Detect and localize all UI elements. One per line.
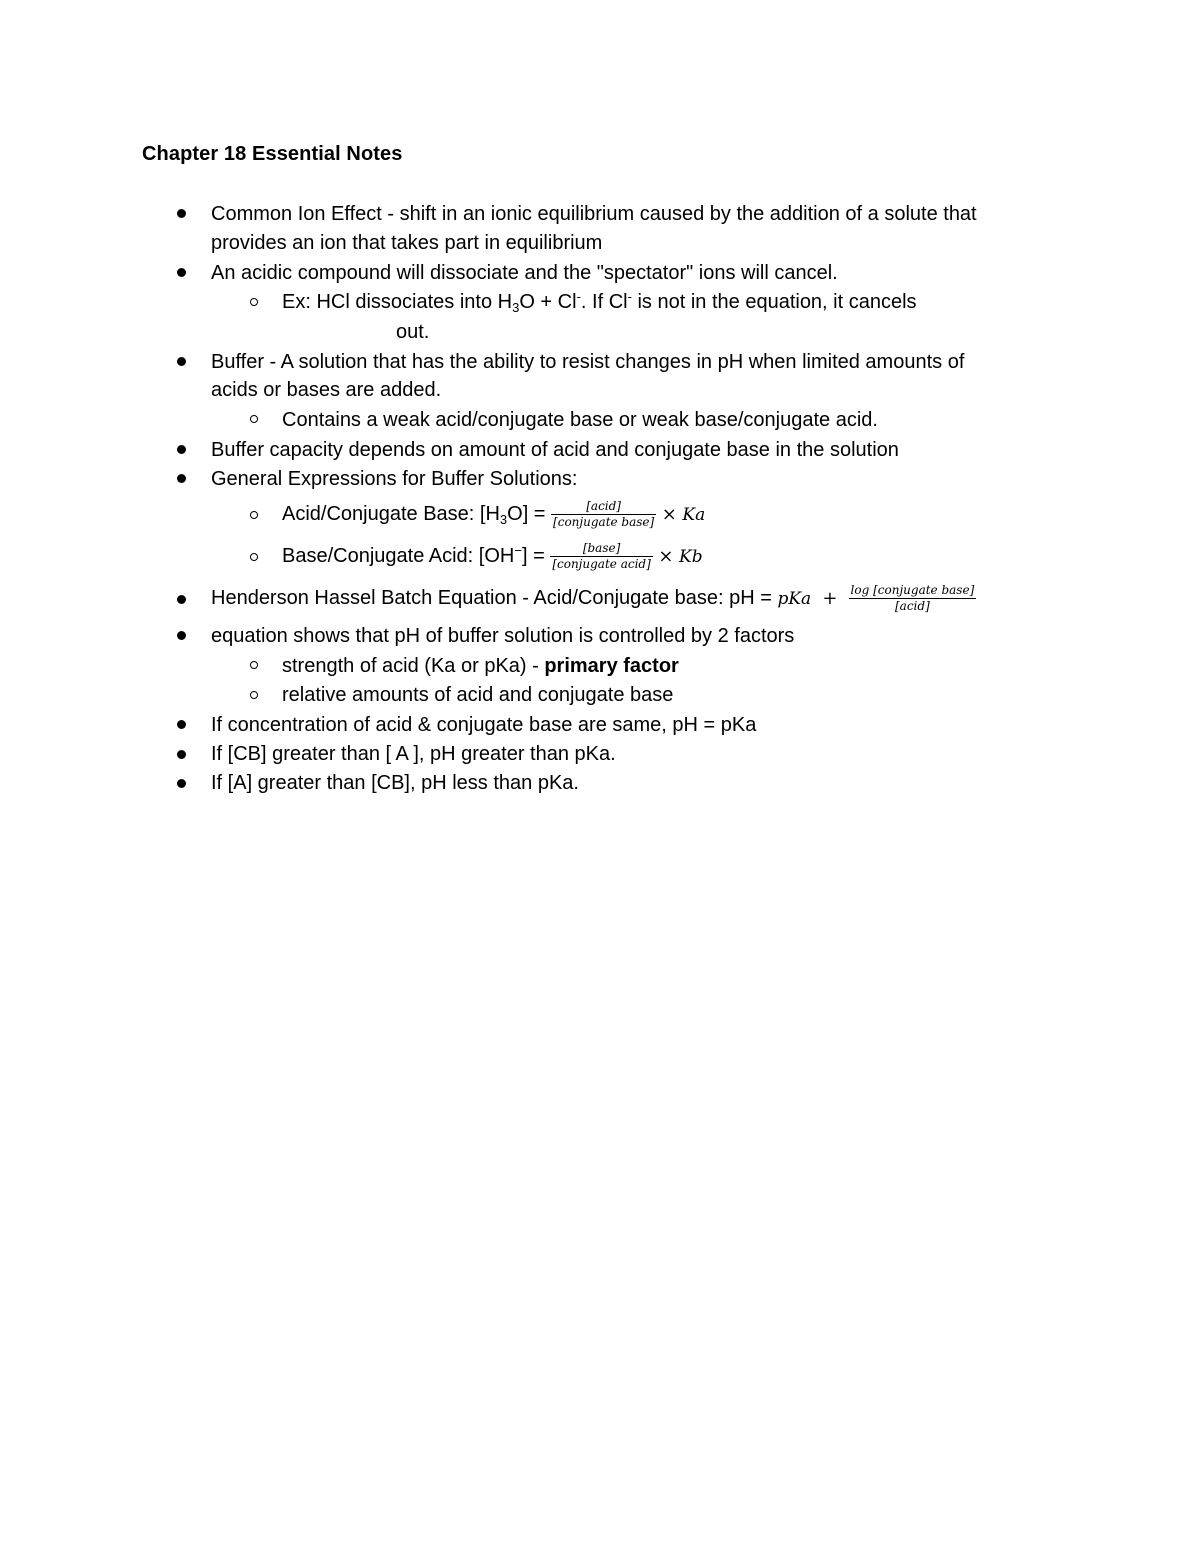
example-line: Ex: HCl dissociates into $H_3O + Cl^-$. If Cl- is not in the equation, it cancels bbox=[282, 289, 917, 315]
same-concentration-line: If concentration of acid & conjugate base are same, pH = pKa bbox=[211, 714, 757, 736]
bullet-icon bbox=[177, 595, 186, 604]
bullet-icon bbox=[177, 750, 186, 759]
example-line-out: out. bbox=[396, 321, 430, 343]
bullet-icon bbox=[177, 209, 186, 218]
base-expression-line: Base/Conjugate Acid: [OH−] = $\frac{\text{[base]}}{\text{[conjugate acid]}}$ × Kb bbox=[282, 541, 703, 572]
common-ion-line-2: provides an ion that takes part in equilibrium bbox=[211, 232, 603, 254]
common-ion-line-1: Common Ion Effect - shift in an ionic equilibrium caused by the addition of a solute that bbox=[211, 203, 977, 225]
bullet-icon bbox=[177, 268, 186, 277]
bullet-icon bbox=[177, 779, 186, 788]
a-greater-line: If [A] greater than [CB], pH less than pKa. bbox=[211, 772, 579, 794]
sub-bullet-icon bbox=[250, 691, 258, 699]
sub-bullet-icon bbox=[250, 415, 258, 423]
buffer-line-1: Buffer - A solution that has the ability to resist changes in pH when limited amounts of bbox=[211, 351, 965, 373]
bullet-icon bbox=[177, 445, 186, 454]
henderson-equation-line: Henderson Hassel Batch Equation - Acid/Conjugate base: pH = pKa + $\frac{\text{log [conjugate base]}}{\text{[acid]}}$ bbox=[211, 583, 975, 614]
bullet-icon bbox=[177, 631, 186, 640]
buffer-capacity-line: Buffer capacity depends on amount of acid and conjugate base in the solution bbox=[211, 439, 899, 461]
cb-greater-line: If [CB] greater than [ A ], pH greater than pKa. bbox=[211, 743, 616, 765]
buffer-contains-line: Contains a weak acid/conjugate base or weak base/conjugate acid. bbox=[282, 409, 878, 431]
page-title: Chapter 18 Essential Notes bbox=[142, 143, 403, 165]
base-fraction: $\frac{\text{[base]}}{\text{[conjugate acid]}}$ bbox=[552, 541, 651, 572]
sub-bullet-icon bbox=[250, 511, 258, 519]
acidic-compound-line: An acidic compound will dissociate and the "spectator" ions will cancel. bbox=[211, 262, 838, 284]
strength-of-acid-line: strength of acid (Ka or pKa) - primary factor bbox=[282, 655, 679, 677]
equation-shows-line: equation shows that pH of buffer solution is controlled by 2 factors bbox=[211, 625, 795, 647]
sub-bullet-icon bbox=[250, 298, 258, 306]
henderson-fraction: $\frac{\text{log [conjugate base]}}{\text{[acid]}}$ bbox=[850, 583, 975, 614]
acid-fraction: $\frac{\text{[acid]}}{\text{[conjugate base]}}$ bbox=[553, 499, 655, 530]
bullet-icon bbox=[177, 474, 186, 483]
relative-amounts-line: relative amounts of acid and conjugate base bbox=[282, 684, 674, 706]
bullet-icon bbox=[177, 357, 186, 366]
acid-expression-line: Acid/Conjugate Base: $[H_3O]$ = $\frac{\text{[acid]}}{\text{[conjugate base]}}$ × Ka bbox=[282, 499, 706, 530]
bullet-icon bbox=[177, 720, 186, 729]
general-expressions-line: General Expressions for Buffer Solutions: bbox=[211, 468, 578, 490]
sub-bullet-icon bbox=[250, 553, 258, 561]
sub-bullet-icon bbox=[250, 661, 258, 669]
buffer-line-2: acids or bases are added. bbox=[211, 379, 442, 401]
